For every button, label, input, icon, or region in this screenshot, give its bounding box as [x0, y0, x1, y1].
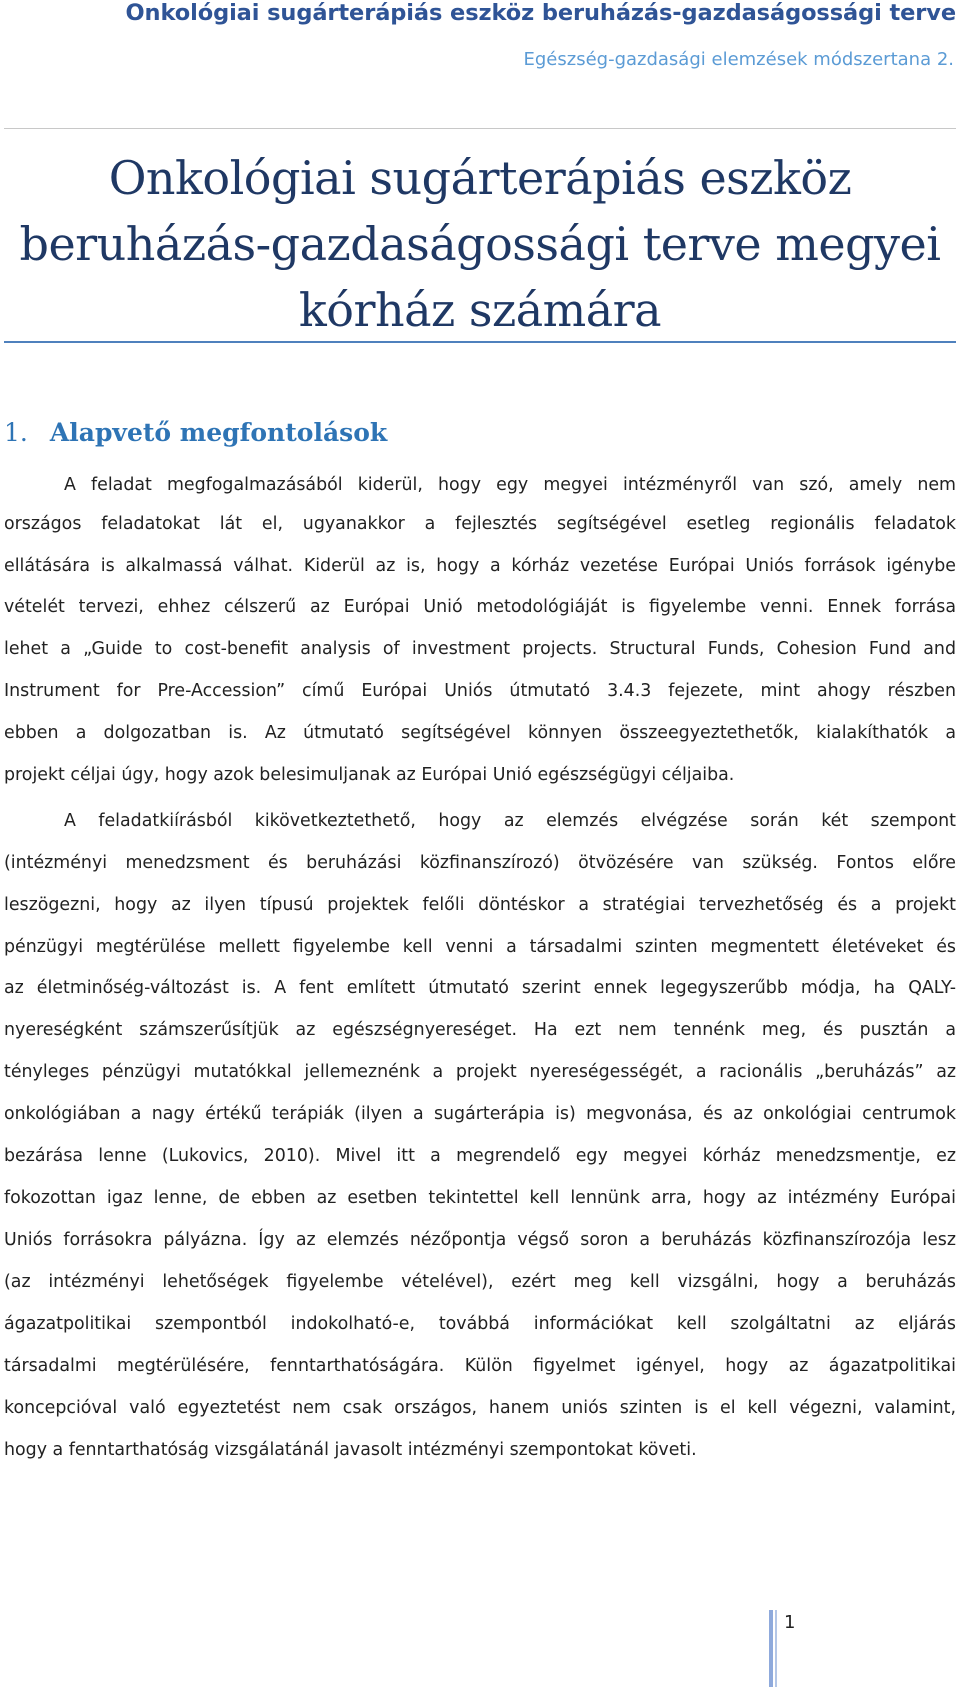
section-title: Alapvető megfontolások [49, 418, 388, 447]
title-line-3: kórház számára [298, 283, 662, 337]
paragraph-2-line: (az intézményi lehetőségek figyelembe vételével), ezért meg kell vizsgálni, hogy a beruházás [4, 1272, 956, 1292]
paragraph-1-line: projekt céljai úgy, hogy azok belesimuljanak az Európai Unió egészségügyi céljaiba. [4, 765, 735, 785]
paragraph-2-line: A feladatkiírásból kikövetkeztethető, hogy az elemzés elvégzése során két szempont [64, 811, 956, 831]
paragraph-2-line: fokozottan igaz lenne, de ebben az esetben tekintettel kell lennünk arra, hogy az intézmény Európai [4, 1188, 956, 1208]
paragraph-2-line: tényleges pénzügyi mutatókkal jellemeznénk a projekt nyereségességét, a racionális „beruházás” az [4, 1062, 956, 1082]
paragraph-2-line: az életminőség-változást is. A fent említett útmutató szerint ennek legegyszerűbb módja, ha QALY- [4, 978, 956, 998]
paragraph-1-line: Instrument for Pre-Accession” című Európai Uniós útmutató 3.4.3 fejezete, mint ahogy részben [4, 681, 956, 701]
paragraph-1-line: vételét tervezi, ehhez célszerű az Európai Unió metodológiáját is figyelembe venni. Ennek forrása [4, 597, 956, 617]
paragraph-2-line: nyereségként számszerűsítjük az egészségnyereséget. Ha ezt nem tennénk meg, és pusztán a [4, 1020, 956, 1040]
paragraph-2-line: leszögezni, hogy az ilyen típusú projektek felőli döntéskor a stratégiai tervezhetőség és a projekt [4, 895, 956, 915]
running-header-subtitle: Egészség-gazdasági elemzések módszertana 2. [523, 49, 954, 70]
paragraph-2-line: pénzügyi megtérülése mellett figyelembe kell venni a társadalmi szinten megmentett életéveket és [4, 937, 956, 957]
title-divider [4, 341, 956, 343]
paragraph-1-line: lehet a „Guide to cost-benefit analysis of investment projects. Structural Funds, Cohesion Fund and [4, 639, 956, 659]
paragraph-1-line: ellátására is alkalmassá válhat. Kiderül az is, hogy a kórház vezetése Európai Uniós források igénybe [4, 556, 956, 576]
paragraph-1-line: ebben a dolgozatban is. Az útmutató segítségével könnyen összeegyeztethetők, kialakíthatók a [4, 723, 956, 743]
page-number-bar [769, 1610, 773, 1687]
title-line-2: beruházás-gazdaságossági terve megyei [19, 217, 941, 271]
section-heading [4, 418, 387, 447]
document-title [0, 145, 960, 343]
paragraph-2-line: ágazatpolitikai szempontból indokolható-e, továbbá információkat kell szolgáltatni az eljárás [4, 1314, 956, 1334]
paragraph-2-line: koncepcióval való egyeztetést nem csak országos, hanem uniós szinten is el kell végezni, valamint, [4, 1398, 956, 1418]
page-number: 1 [784, 1612, 796, 1633]
paragraph-1-line: országos feladatokat lát el, ugyanakkor a fejlesztés segítségével esetleg regionális feladatok [4, 514, 956, 534]
paragraph-2-line: Uniós forrásokra pályázna. Így az elemzés nézőpontja végső soron a beruházás közfinanszírozója lesz [4, 1230, 956, 1250]
header-divider [4, 128, 956, 129]
running-header-title: Onkológiai sugárterápiás eszköz beruházás-gazdaságossági terve [125, 0, 956, 26]
page-number-bar-accent [775, 1610, 777, 1687]
section-number: 1. [4, 418, 28, 447]
paragraph-2-line: bezárása lenne (Lukovics, 2010). Mivel itt a megrendelő egy megyei kórház menedzsmentje, ez [4, 1146, 956, 1166]
paragraph-2-line: onkológiában a nagy értékű terápiák (ilyen a sugárterápia is) megvonása, és az onkológiai centrumok [4, 1104, 956, 1124]
title-line-1: Onkológiai sugárterápiás eszköz [108, 151, 852, 205]
paragraph-2-line: (intézményi menedzsment és beruházási közfinanszírozó) ötvözésére van szükség. Fontos előre [4, 853, 956, 873]
paragraph-2-line: hogy a fenntarthatóság vizsgálatánál javasolt intézményi szempontokat követi. [4, 1440, 697, 1460]
paragraph-1-line: A feladat megfogalmazásából kiderül, hogy egy megyei intézményről van szó, amely nem [64, 475, 956, 495]
paragraph-2-line: társadalmi megtérülésére, fenntarthatóságára. Külön figyelmet igényel, hogy az ágazatpolitikai [4, 1356, 956, 1376]
